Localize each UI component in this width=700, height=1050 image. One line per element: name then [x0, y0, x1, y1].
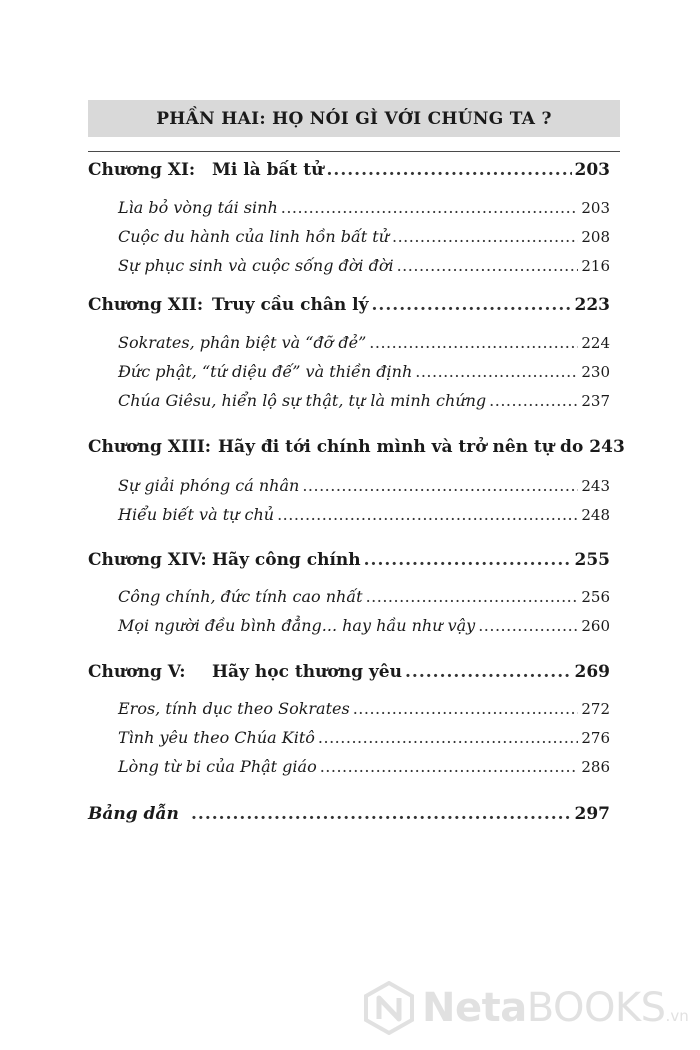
toc-chapter-row[interactable] [88, 295, 610, 315]
watermark-text [422, 985, 689, 1031]
page-number: 203 [581, 199, 610, 217]
chapter-title: Mi là bất tử [212, 160, 324, 180]
toc-section-row[interactable] [88, 505, 610, 524]
page-number: 224 [581, 334, 610, 352]
dot-leader [397, 256, 579, 275]
page-number: 237 [581, 392, 610, 410]
page-number: 203 [574, 160, 610, 180]
toc-section-row[interactable] [88, 198, 610, 217]
dot-leader [405, 662, 572, 682]
section-title: Cuộc du hành của linh hồn bất tử [118, 227, 389, 246]
toc-section-row[interactable] [88, 616, 610, 635]
page-number: 272 [581, 700, 610, 718]
toc-section-row[interactable] [88, 256, 610, 275]
page-number: 243 [589, 437, 625, 457]
page-number: 248 [581, 506, 610, 524]
dot-leader [392, 227, 578, 246]
page-number: 208 [581, 228, 610, 246]
dot-leader [191, 804, 572, 824]
section-title: Eros, tính dục theo Sokrates [118, 699, 350, 718]
dot-leader [318, 728, 578, 747]
toc-section-row[interactable] [88, 476, 610, 495]
page-number: 255 [574, 550, 610, 570]
section-title: Tình yêu theo Chúa Kitô [118, 728, 315, 747]
section-title: Hiểu biết và tự chủ [118, 505, 275, 524]
page-number: 297 [574, 804, 610, 824]
section-title: Sokrates, phân biệt và “đỡ đẻ” [118, 333, 367, 352]
dot-leader [326, 160, 571, 180]
index-title: Bảng dẫn [88, 804, 179, 824]
chapter-label: Chương XIII: [88, 437, 212, 457]
part-title [88, 100, 620, 137]
toc-chapter-row[interactable] [88, 662, 610, 682]
dot-leader [353, 699, 579, 718]
toc-section-row[interactable] [88, 227, 610, 246]
page-number: 230 [581, 363, 610, 381]
netabooks-logo-icon [362, 981, 416, 1035]
page-number: 216 [581, 257, 610, 275]
dot-leader [277, 505, 578, 524]
section-title: Sự phục sinh và cuộc sống đời đời [118, 256, 394, 275]
section-title: Lìa bỏ vòng tái sinh [118, 198, 278, 217]
dot-leader [369, 333, 578, 352]
chapter-title: Truy cầu chân lý [212, 295, 369, 315]
chapter-label: Chương XI: [88, 160, 196, 180]
netabooks-watermark [362, 978, 692, 1038]
dot-leader [320, 757, 579, 776]
chapter-title: Hãy đi tới chính mình và trở nên tự do [218, 437, 584, 457]
watermark-tld: .vn [665, 1007, 689, 1025]
page-number: 286 [581, 758, 610, 776]
section-title: Đức phật, “tứ diệu đế” và thiền định [118, 362, 413, 381]
page-number: 256 [581, 588, 610, 606]
part-title-text: PHẦN HAI: HỌ NÓI GÌ VỚI CHÚNG TA ? [156, 108, 552, 129]
dot-leader [366, 587, 579, 606]
page-number: 243 [581, 477, 610, 495]
watermark-brand-rest: BOOKS [526, 985, 666, 1031]
section-title: Chúa Giêsu, hiển lộ sự thật, tự là minh chứng [118, 391, 487, 410]
toc-chapter-row[interactable] [88, 550, 610, 570]
toc-chapter-row[interactable] [88, 437, 625, 457]
toc-section-row[interactable] [88, 391, 610, 410]
toc-index-row[interactable] [88, 804, 610, 824]
dot-leader [281, 198, 579, 217]
toc-section-row[interactable] [88, 728, 610, 747]
watermark-brand-bold: Neta [422, 985, 527, 1031]
chapter-title: Hãy học thương yêu [212, 662, 402, 682]
page-number: 269 [574, 662, 610, 682]
dot-leader [364, 550, 572, 570]
dot-leader [415, 362, 578, 381]
toc-section-row[interactable] [88, 333, 610, 352]
section-title: Công chính, đức tính cao nhất [118, 587, 363, 606]
section-title: Sự giải phóng cá nhân [118, 476, 300, 495]
toc-section-row[interactable] [88, 587, 610, 606]
section-title: Mọi người đều bình đẳng... hay hầu như vậy [118, 616, 476, 635]
toc-section-row[interactable] [88, 362, 610, 381]
dot-leader [372, 295, 572, 315]
toc-section-row[interactable] [88, 757, 610, 776]
chapter-label: Chương XIV: [88, 550, 207, 570]
divider-rule [88, 151, 620, 152]
chapter-title: Hãy công chính [212, 550, 361, 570]
section-title: Lòng từ bi của Phật giáo [118, 757, 317, 776]
dot-leader [478, 616, 578, 635]
dot-leader [489, 391, 578, 410]
page-number: 276 [581, 729, 610, 747]
chapter-label: Chương XII: [88, 295, 204, 315]
page-number: 260 [581, 617, 610, 635]
dot-leader [302, 476, 578, 495]
toc-chapter-row[interactable] [88, 160, 610, 180]
chapter-label: Chương V: [88, 662, 186, 682]
toc-section-row[interactable] [88, 699, 610, 718]
page-number: 223 [574, 295, 610, 315]
